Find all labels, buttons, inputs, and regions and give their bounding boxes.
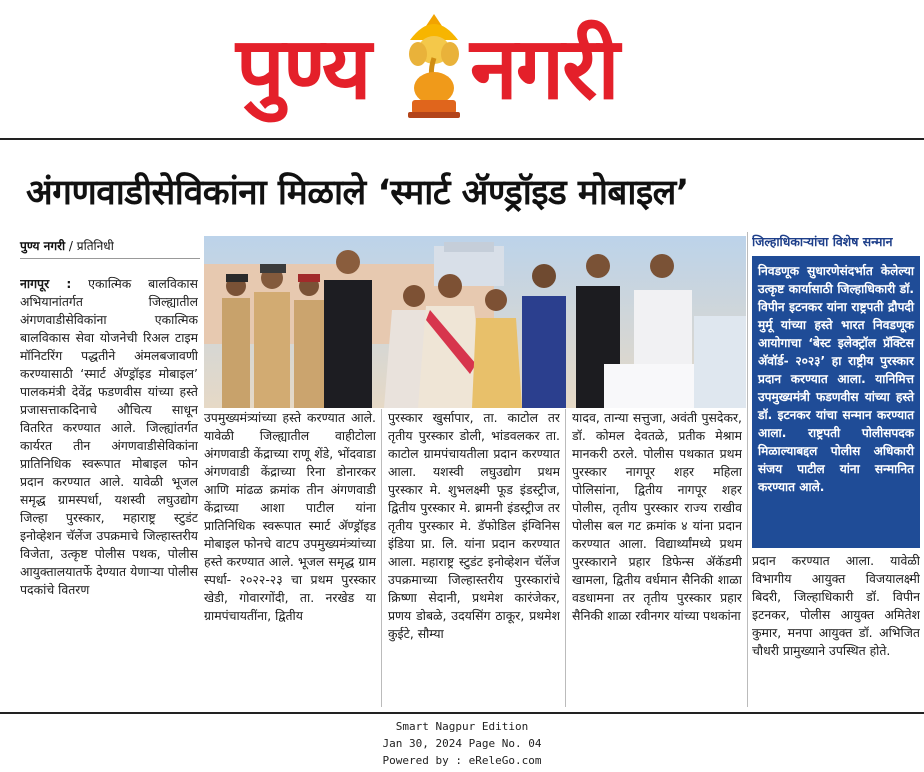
column-divider — [565, 409, 566, 707]
article-column-2: उपमुख्यमंत्र्यांच्या हस्ते करण्यात आले. यावेळी जिल्ह्यातील वाहीटोला अंगणवाडी केंद्राच्या राणू शेंडे, भोंदवाडा अंगणवाडी केंद्राच्या रिना डोनारकर आणि मांढळ क्रमांक तीन अंगणवाडी केंद्राच्या आशा पाटील यांना प्रातिनिधिक स्वरूपात स्मार्ट ॲण्ड्रॉइड मोबाइल फोनचे वाटप उपमुख्यमंत्र्यांच्या हस्ते करण्यात आले. भूजल समृद्ध ग्राम स्पर्धा- २०२२-२३ चा प्रथम पुरस्कार खेडी, गोवारगोंदी, ता. नरखेड या ग्रामपंचायतींना, द्वितीय — [204, 410, 376, 623]
column-divider — [381, 409, 382, 707]
footer-date-page: Jan 30, 2024 Page No. 04 — [382, 737, 542, 750]
top-rule — [0, 138, 924, 140]
footer-edition: Smart Nagpur Edition — [395, 720, 529, 733]
article-column-1-text: एकात्मिक बालविकास अभियानांतर्गत जिल्ह्यातील अंगणवाडीसेविकांना एकात्मिक बालविकास सेवा योजनेची रिअल टाइम मॉनिटरिंग पद्धतीने अंमलबजावणी करण्यासाठी ‘स्मार्ट ॲण्ड्रॉइड मोबाइल’ पालकमंत्री देवेंद्र फडणवीस यांच्या हस्ते प्रजासत्ताकदिनाचे औचित्य साधून वितरित करण्यात आले. जिल्ह्यांतर्गत कार्यरत तीन अंगणवाडीसेविकांना प्रातिनिधिक स्वरूपात मोबाइल फोन प्रदान करण्यात आले. यावेळी भूजल समृद्ध ग्रामस्पर्धा, यशस्वी लघुउद्योग जिल्हा पुरस्कार, महाराष्ट्र स्टुडंट इनोव्हेशन चॅलेंज उपक्रमाचे जिल्हास्तरीय विजेता, उत्कृष्ट पोलीस पथक, पोलीस आयुक्तालयातर्फे देण्यात येणाऱ्या पोलीस पदकांचे वितरण — [20, 276, 198, 597]
edition-footer — [0, 718, 924, 772]
sidebar-text: निवडणूक सुधारणेसंदर्भात केलेल्या उत्कृष्ट कार्यासाठी जिल्हाधिकारी डॉ. विपीन इटनकर यांना राष्ट्रपती द्रौपदी मुर्मू यांच्या हस्ते भारत निवडणूक आयोगाचा ‘बेस्ट इलेक्ट्रॉल प्रॅक्टिस अ‍ॅवॉर्ड- २०२३’ हा राष्ट्रीय पुरस्कार प्रदान करण्यात आला. यानिमित्त उपमुख्यमंत्री फडणवीस यांच्या हस्ते डॉ. इटनकर यांचा सन्मान करण्यात आला. राष्ट्रपती पोलीसपदक मिळाल्याबद्दल पोलीस अधिकारी संजय पाटील यांना सन्मानित करण्यात आले. — [758, 264, 914, 494]
sidebar-title: जिल्हाधिकाऱ्यांचा विशेष सन्मान — [752, 234, 893, 249]
article-column-5: प्रदान करण्यात आला. यावेळी विभागीय आयुक्त विजयालक्ष्मी बिदरी, जिल्हाधिकारी डॉ. विपीन इटनकर, पोलीस आयुक्त अमितेश कुमार, मनपा आयुक्त डॉ. अभिजित चौधरी प्रामुख्याने उपस्थित होते. — [752, 553, 920, 658]
column-divider — [747, 232, 748, 707]
masthead — [0, 0, 924, 132]
article-dateline: नागपूर : — [20, 276, 72, 291]
byline — [20, 236, 200, 256]
byline-rule — [20, 258, 200, 259]
masthead-right-word: नगरी — [470, 19, 618, 119]
article-column-3: पुरस्कार खुर्सापार, ता. काटोल तर तृतीय पुरस्कार डोली, भांडवलकर ता. काटोल ग्रामपंचायतीला प्रदान करण्यात आला. यशस्वी लघुउद्योग प्रथम पुरस्कार मे. शुभलक्ष्मी फूड इंडस्ट्रीज, द्वितीय पुरस्कार मे. ब्रामनी इंडस्ट्रीज तर तृतीय पुरस्कार मे. डॅफोडिल इंग्विनिस इंडिया प्रा. लि. यांना प्रदान करण्यात आला. महाराष्ट्र स्टुडंट इनोव्हेशन चॅलेंज उपक्रमाच्या जिल्हास्तरीय पुरस्कारांचे क्रिष्णा सेदानी, प्रथमेश कारंजेकर, प्रणय डोबळे, उदयसिंग ठाकूर, प्रथमेश कुईटे, सौम्या — [388, 410, 560, 641]
masthead-left-word: पुण्य — [236, 19, 370, 119]
ganesha-logo-icon — [400, 10, 468, 122]
byline-role: प्रतिनिधी — [76, 239, 114, 253]
article-column-1 — [20, 275, 198, 707]
byline-paper: पुण्य नगरी — [20, 239, 66, 253]
article-photo — [204, 236, 746, 408]
award-ceremony-photo — [204, 236, 746, 408]
sidebar-box — [752, 256, 920, 548]
article-headline: अंगणवाडीसेविकांना मिळाले ‘स्मार्ट ॲण्ड्रॉइड मोबाइल’ — [26, 173, 689, 213]
byline-separator: / — [65, 239, 77, 253]
article-column-4: यादव, तान्या सत्तुजा, अवंती पुसदेकर, डॉ. कोमल देवतळे, प्रतीक मेश्राम मानकरी ठरले. पोलीस पथकात प्रथम पुरस्कार नागपूर शहर महिला पोलिसांना, द्वितीय नागपूर शहर पोलीस, तृतीय पुरस्कार राज्य राखीव पोलीस बल गट क्रमांक ४ यांना प्रदान करण्यात आला. विद्यार्थ्यांमध्ये प्रथम पुरस्काराने प्रहार डिफेन्स ॲकॅडमी खामला, द्वितीय वर्धमान सैनिकी शाळा वडधामना तर तृतीय पुरस्कार प्रहार सैनिकी शाळा रवीनगर यांच्या पथकांना — [572, 410, 742, 623]
bottom-rule — [0, 712, 924, 714]
footer-powered-by: Powered by : eReleGo.com — [382, 754, 542, 767]
